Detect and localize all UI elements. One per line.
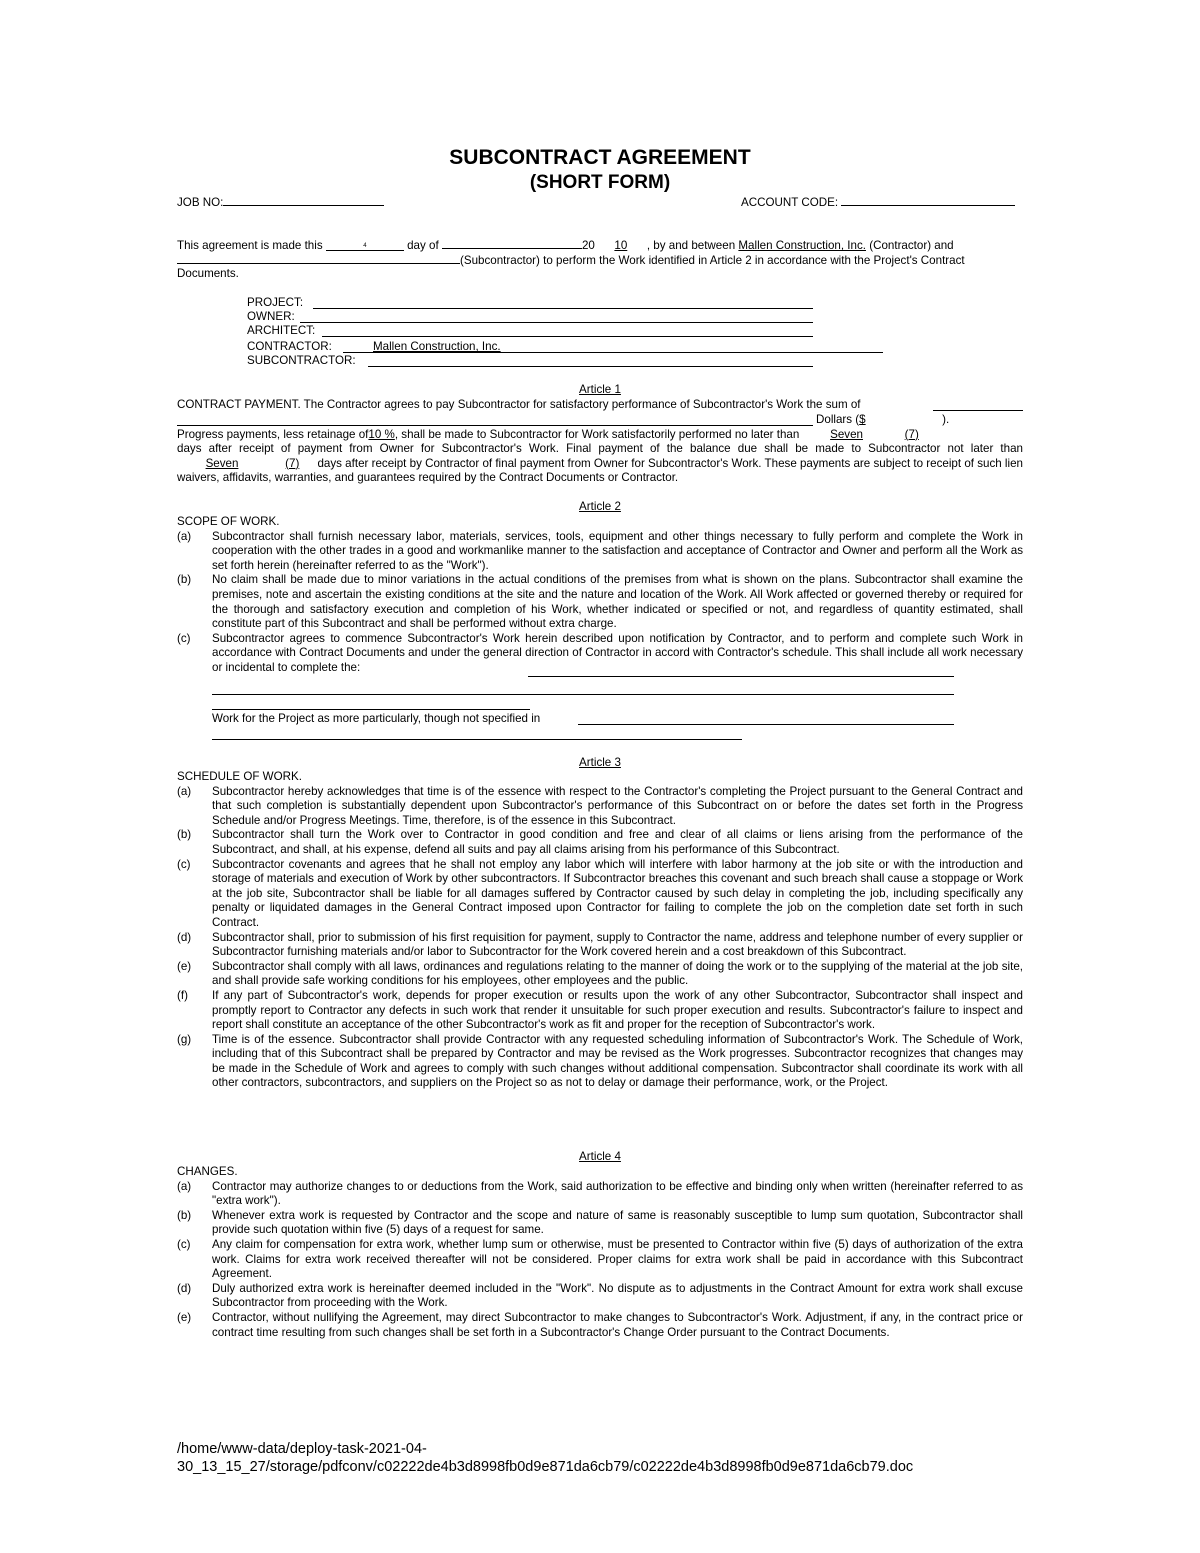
article-3-heading: Article 3 [579,756,621,769]
changes-item-d [177,1282,1023,1311]
item-text: Contractor may authorize changes to or deductions from the Work, said authorization to be effective and binding only when written (hereinafter referred to as "extra work"). [212,1179,1023,1208]
days-word: Seven [830,428,863,441]
article-1-line-3: Progress payments, less retainage of10 %, shall be made to Subcontractor for Work satisfactorily performed no later than Seven (7) [177,428,919,441]
day-mark: 4 [363,243,367,249]
work-for-text: Work for the Project as more particularly, though not specified in [212,712,541,725]
dollars-close: ). [942,413,950,426]
sum-blank-end [933,410,1023,411]
contractor-blank [343,352,883,353]
intro-documents: Documents. [177,267,239,280]
file-path-footer [177,1440,913,1476]
document-subtitle: (SHORT FORM) [529,172,671,193]
article-4-heading: Article 4 [579,1150,621,1163]
job-no-label: JOB NO: [177,196,224,209]
item-text: If any part of Subcontractor's work, depends for proper execution or results upon the work of any other Subcontractor, Subcontractor shall inspect and promptly report to Contractor any defects in such work that render it unsuitable for such proper execution and results. Subcontractor's failure to inspect and report shall constitute an acceptance of the other Subcontractor's work as fit and proper for the reception of Subcontractor's work. [212,988,1023,1032]
intro-line-2 [177,252,965,269]
article-1-line-1: CONTRACT PAYMENT. The Contractor agrees to pay Subcontractor for satisfactory performance of Subcontractor's Work the sum of [177,398,861,411]
item-text: Subcontractor shall furnish necessary labor, materials, services, tools, equipment and other things necessary to fully perform and complete the Work in cooperation with the other trades in a good and workmanlike manner to the satisfaction and acceptance of Contractor and Owner and perform all the Work as set forth herein (hereinafter referred to as the "Work"). [212,529,1023,572]
item-label: (e) [177,959,192,973]
scope-item-b [177,573,1023,631]
schedule-item-g [177,1033,1023,1091]
schedule-label: SCHEDULE OF WORK. [177,770,302,783]
schedule-item-e [177,960,1023,989]
dollar-amount [859,413,942,428]
project-label: PROJECT: [247,296,304,309]
job-no-field [177,194,384,211]
payment-rest-2: days after receipt by Contractor of final payment from Owner for Subcontractor's Work. These payments are subject to receipt of such lien waivers, affidavits, warranties, and guarantees required by the Contract Documents or Contractor. [177,456,1023,485]
schedule-item-b [177,828,1023,857]
schedule-item-a [177,785,1023,829]
dollars-line [816,413,949,428]
scope-item-a [177,530,1023,574]
item-text: Duly authorized extra work is hereinafter deemed included in the "Work". No dispute as to adjustments in the Contract Amount for extra work shall excuse Subcontractor from proceeding with the Work. [212,1281,1023,1310]
changes-item-c [177,1238,1023,1282]
item-text: Any claim for compensation for extra work, whether lump sum or otherwise, must be presented to Contractor within five (5) days of authorization of the extra work. Claims for extra work received thereafter will not be considered. Proper claims for extra work shall be paid in accordance with this Subcontract Agreement. [212,1237,1023,1281]
dollar-sign: $ [859,413,866,426]
contractor-value: Mallen Construction, Inc. [373,340,501,353]
article-4-body [177,1165,1023,1340]
changes-label: CHANGES. [177,1165,238,1178]
scope-blank-3 [212,709,530,710]
schedule-item-f [177,989,1023,1033]
scope-blank-2 [212,694,954,695]
item-label: (b) [177,1208,192,1222]
item-text: Subcontractor shall comply with all laws, ordinances and regulations relating to the manner of doing the work or to the supplying of the material at the job site, and shall provide safe working conditions for his employees, other employees and the public. [212,959,1023,988]
sum-words-blank [177,425,813,426]
item-label: (c) [177,857,191,871]
article-2-heading: Article 2 [579,500,621,513]
project-blank [313,308,813,309]
progress-shall: , shall be made to Subcontractor for Work satisfactorily performed no later than [394,428,800,441]
architect-blank [322,336,813,337]
item-label: (c) [177,1237,191,1251]
work-for-blank [578,724,954,725]
document-title: SUBCONTRACT AGREEMENT [449,146,751,169]
intro-by-between: , by and between [646,239,736,252]
subcontractor-blank [177,252,460,264]
changes-item-e [177,1311,1023,1340]
changes-item-b [177,1209,1023,1238]
intro-sub-text: (Subcontractor) to perform the Work identified in Article 2 in accordance with the Project's Contract [460,254,965,267]
item-label: (d) [177,930,192,944]
item-text: Subcontractor covenants and agrees that he shall not employ any labor which will interfere with labor harmony at the job site or with the introduction and storage of materials and execution of Work by other subcontractors. If Subcontractor breaches this covenant and such breach shall cause a stoppage or Work at the job site, Subcontractor shall be liable for all damages suffered by Contractor caused by such delay in completing the job, including specifically any penalty or liquidated damages in the General Contract imposed upon Contractor for failing to complete the job on the completion date set forth in such Contract. [212,857,1023,929]
intro-day-of: day of [407,239,439,252]
account-code-field [741,194,1015,211]
item-label: (a) [177,529,192,543]
schedule-item-c [177,858,1023,931]
scope-label: SCOPE OF WORK. [177,515,280,528]
item-label: (d) [177,1281,192,1295]
scope-item-c [177,632,1023,676]
day-blank [326,239,404,251]
schedule-item-d [177,931,1023,960]
item-label: (c) [177,631,191,645]
item-text: No claim shall be made due to minor variations in the actual conditions of the premises from what is shown on the plans. Subcontractor shall examine the premises, note and ascertain the existing conditions at the site and the nature and location of the Work. All Work affected or governed thereby or required for the thorough and satisfactory execution and completion of his Work, whether indicated or specified or not, and regardless of quantity estimated, shall constitute part of this Subcontract and shall be performed without extra charge. [212,573,1023,631]
contractor-role: (Contractor) and [869,239,954,252]
item-text: Contractor, without nullifying the Agreement, may direct Subcontractor to make changes to Subcontractor's Work. Adjustment, if any, in the contract price or contract time resulting from such changes shall be set forth in a Subcontractor's Change Order pursuant to the Contract Documents. [212,1310,1023,1339]
item-text: Subcontractor hereby acknowledges that time is of the essence with respect to the Contractor's completing the Project pursuant to the General Contract and that such completion is substantially dependent upon Subcontractor's performance of this Subcontract on or before the dates set forth in the Progress Schedule and/or Progress Meetings. Time, therefore, is of the essence in this Subcontract. [212,784,1023,827]
intro-made-this: This agreement is made this [177,239,323,252]
days-word-2: Seven [205,456,239,470]
item-text: Whenever extra work is requested by Contractor and the scope and nature of same is reasonably susceptible to lump sum quotation, Subcontractor shall provide such quotation within five (5) days of a request for same. [212,1208,1023,1237]
owner-blank [300,322,813,323]
subcontractor-party-blank [368,366,813,367]
account-code-blank [841,194,1015,206]
retainage-value: 10 % [368,428,395,441]
dollars-label: Dollars ( [816,413,860,426]
item-label: (b) [177,573,192,587]
file-path-line-2: 30_13_15_27/storage/pdfconv/c02222de4b3d8998fb0d9e871da6cb79/c02222de4b3d8998fb0d9e871da6cb79.doc [177,1459,914,1475]
contractor-name: Mallen Construction, Inc. [738,239,866,252]
item-label: (a) [177,1179,192,1193]
progress-text: Progress payments, less retainage of [177,428,369,441]
days-num-2: 7 [289,456,296,470]
item-text: Subcontractor shall turn the Work over to Contractor in good condition and free and clear of all claims or liens arising from the performance of the Subcontract, and shall, at his expense, defend all suits and pay all claims arising from his performance of this Subcontract. [212,828,1023,856]
item-text: Time is of the essence. Subcontractor shall provide Contractor with any requested scheduling information of Subcontractor's Work. The Schedule of Work, including that of this Subcontract shall be prepared by Contractor and may be revised as the Work progresses. Subcontractor recognizes that changes may be made in the Schedule of Work and agrees to comply with such changes without additional compensation. Subcontractor shall coordinate its work with all other contractors, subcontractors, and suppliers on the Project so as not to delay or damage their performance, work, or the Project. [212,1032,1023,1090]
item-text: Subcontractor agrees to commence Subcontractor's Work herein described upon notification by Contractor, and to perform and complete such Work in accordance with Contract Documents and under the general direction of Contractor in accord with Contractor's schedule. This shall include all work necessary or incidental to complete the: [212,631,1023,674]
contractor-label: CONTRACTOR: [247,340,332,353]
month-blank [442,237,582,249]
job-no-blank [223,194,384,206]
file-path-line-1: /home/www-data/deploy-task-2021-04- [177,1441,427,1457]
changes-item-a [177,1180,1023,1209]
payment-rest-1: days after receipt of payment from Owner for Subcontractor's Work. Final payment of the balance due shall be made to Subcontractor not later than [177,442,1023,455]
article-3-body [177,770,1023,1091]
architect-label: ARCHITECT: [247,324,316,337]
article-2-body [177,515,1023,676]
item-label: (f) [177,988,188,1002]
days-num: 7 [908,428,915,441]
item-text: Subcontractor shall, prior to submission of his first requisition for payment, supply to Contractor the name, address and telephone number of every supplier or Subcontractor furnishing materials and/or labor to Subcontractor for the Work covered herein and a cost breakdown of this Subcontract. [212,930,1023,959]
article-1-paragraph: days after receipt of payment from Owner for Subcontractor's Work. Final payment of the balance due shall be made to Subcontractor not later than Seven (7) days after receipt by Contractor of final payment from Owner for Subcontractor's Work. These payments are subject to receipt of such lien waivers, affidavits, warranties, and guarantees required by the Contract Documents or Contractor. [177,442,1023,485]
item-label: (a) [177,784,192,798]
year-value: 10 [614,239,628,252]
item-label: (g) [177,1032,192,1046]
account-code-label: ACCOUNT CODE: [741,196,839,209]
year-prefix: 20 [581,239,595,252]
work-for-blank-2 [212,739,742,740]
article-1-heading: Article 1 [579,383,621,396]
item-label: (e) [177,1310,192,1324]
owner-label: OWNER: [247,310,295,323]
subcontractor-label: SUBCONTRACTOR: [247,354,356,367]
scope-blank-1 [528,676,954,677]
item-label: (b) [177,828,192,842]
